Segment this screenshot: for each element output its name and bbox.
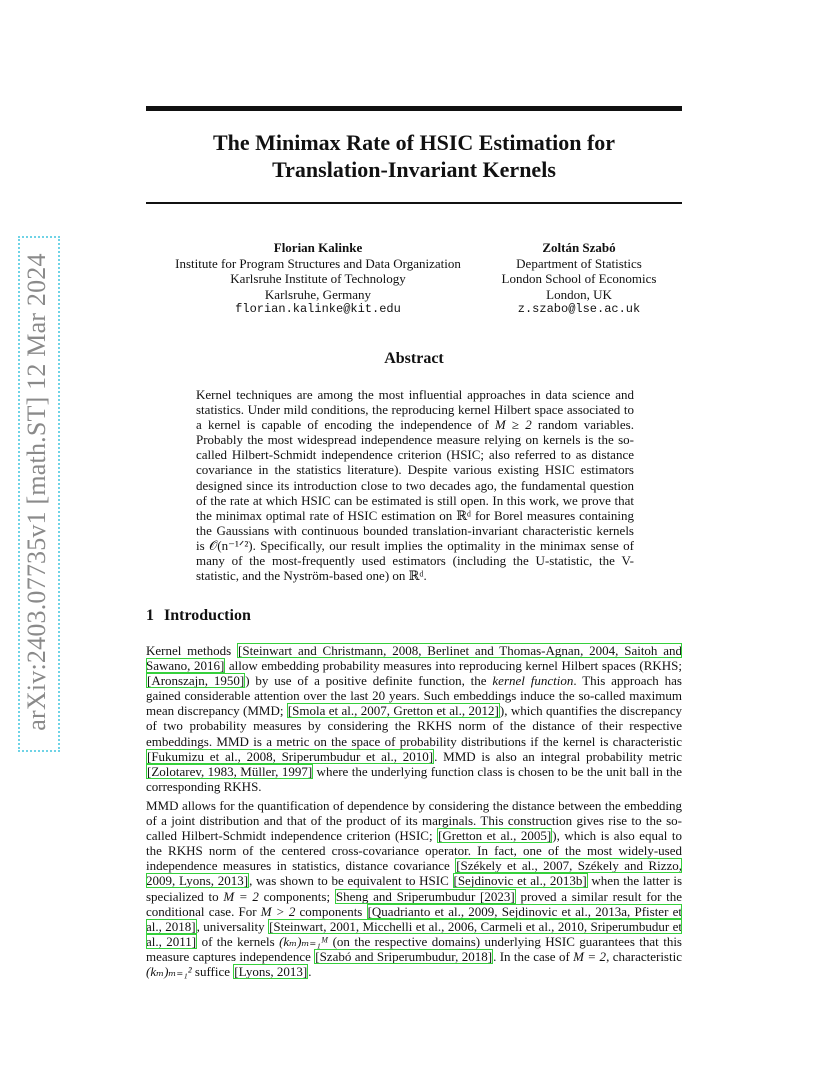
body-text-run: proved a similar result for the conditional case. For xyxy=(146,888,683,919)
citation-link[interactable]: [Lyons, 2013] xyxy=(234,964,308,980)
body-text-run: of the kernels xyxy=(197,933,280,949)
author-location: Karlsruhe, Germany xyxy=(264,286,372,302)
arxiv-identifier[interactable]: arXiv:2403.07735v1 [math.ST] 12 Mar 2024 xyxy=(22,253,51,731)
body-text-run: components; xyxy=(258,888,335,904)
author-institution: London School of Economics xyxy=(501,271,657,286)
section-heading-introduction xyxy=(146,607,251,625)
author-name: Florian Kalinke xyxy=(273,240,363,255)
body-text-run: Kernel methods xyxy=(146,643,238,658)
math-inline: ℝᵈ xyxy=(456,507,472,523)
citation-link[interactable]: [Zolotarev, 1983, Müller, 1997] xyxy=(147,763,313,779)
math-inline: (kₘ)ₘ₌₁² xyxy=(146,964,192,980)
title-line-2: Translation-Invariant Kernels xyxy=(272,157,556,182)
citation-link[interactable]: [Sejdinovic et al., 2013b] xyxy=(453,873,587,889)
title-line-1: The Minimax Rate of HSIC Estimation for xyxy=(212,130,616,155)
author-affiliation: Institute for Program Structures and Data Organization xyxy=(175,255,461,271)
author-email[interactable]: florian.kalinke@kit.edu xyxy=(235,302,401,316)
abstract-heading: Abstract xyxy=(384,350,444,367)
author-block-1 xyxy=(160,240,476,318)
author-location: London, UK xyxy=(546,286,612,302)
body-text-run: ), which is also equal to the RKHS norm of the centered cross-covariance operator. In fact, one of the most widely-used independence measures in statistics, distance covariance xyxy=(146,828,682,874)
math-inline: ℝᵈ xyxy=(408,568,424,584)
citation-link[interactable]: [Szabó and Sriperumbudur, 2018] xyxy=(315,948,493,964)
body-text-run: MMD allows for the quantification of dependence by considering the distance between the embedding of a joint distribution and that of the product of its marginals. This construction gives rise to the so-called Hilbert-Schmidt independence criterion (HSIC; xyxy=(146,798,682,844)
citation-link[interactable]: [Steinwart, 2001, Micchelli et al., 2006, Carmeli et al., 2010, Sriperumbudur et al., 2011] xyxy=(146,918,682,949)
body-text-run: suffice xyxy=(191,964,234,980)
body-text-run: where the underlying function class is chosen to be the unit ball in the corresponding RKHS. xyxy=(146,763,682,794)
abstract-text xyxy=(196,387,634,583)
body-text-run: ), which quantifies the discrepancy of two probability measures by considering the RKHS norm of the distance of their respective embeddings. MMD is a metric on the space of probability distributions if the kernel is characteristic xyxy=(146,703,682,749)
citation-link[interactable]: [Gretton et al., 2005] xyxy=(438,828,552,844)
body-text-run: . This approach has gained considerable attention over the last 20 years. Such embeddings induce the so-called maximum mean discrepancy (MMD; xyxy=(146,673,682,719)
author-email[interactable]: z.szabo@lse.ac.uk xyxy=(517,302,641,316)
abstract-sentence: random variables. Probably the most widespread independence measure relying on kernels is the so-called Hilbert-Schmidt independence criterion (HSIC; also referred to as distance covariance in the statistics literature). Despite various existing HSIC estimators designed since its introduction close to two decades ago, the fundamental question of the rate at which HSIC can be estimated is still open. In this work, we prove that the minimax optimal rate of HSIC estimation on xyxy=(196,417,634,523)
citation-link[interactable]: [Steinwart and Christmann, 2008, Berlinet and Thomas-Agnan, 2004, Saitoh and Sawano, 2016] xyxy=(146,643,682,674)
body-text-run: . xyxy=(308,964,312,980)
body-text-run: (on the respective domains) underlying HSIC guarantees that this measure captures independence xyxy=(146,933,682,964)
body-text-run: , universality xyxy=(196,918,269,934)
author-affiliation: Department of Statistics xyxy=(516,255,642,271)
citation-link[interactable]: [Quadrianto et al., 2009, Sejdinovic et al., 2013a, Pfister et al., 2018] xyxy=(146,903,682,934)
citation-link[interactable]: [Smola et al., 2007, Gretton et al., 2012] xyxy=(287,703,499,719)
body-text-run: , was shown to be equivalent to HSIC xyxy=(249,873,453,889)
math-inline: M ≥ 2 xyxy=(494,417,532,433)
math-inline: M = 2 xyxy=(223,888,259,904)
body-text-run: . In the case of xyxy=(493,948,574,964)
citation-link[interactable]: Sheng and Sriperumbudur [2023] xyxy=(335,888,515,904)
title-rule-top xyxy=(146,106,682,111)
citation-link[interactable]: [Székely et al., 2007, Székely and Rizzo, 2009, Lyons, 2013] xyxy=(146,858,682,889)
author-institution: Karlsruhe Institute of Technology xyxy=(230,271,406,286)
abstract-sentence: for Borel measures containing the Gaussians with continuous bounded translation-invariant characteristic kernels is xyxy=(196,507,634,553)
title-rule-bottom xyxy=(146,202,682,204)
intro-paragraph-2 xyxy=(146,798,682,979)
abstract-sentence: . xyxy=(423,568,427,584)
citation-link[interactable]: [Aronszajn, 1950] xyxy=(147,673,245,689)
section-title: Introduction xyxy=(164,607,251,624)
citation-link[interactable]: [Fukumizu et al., 2008, Sriperumbudur et al., 2010] xyxy=(147,748,434,764)
emphasis-text: kernel function xyxy=(492,673,574,689)
body-text-run: . MMD is also an integral probability metric xyxy=(434,748,683,764)
section-number: 1 xyxy=(146,607,154,624)
abstract-sentence: Kernel techniques are among the most influential approaches in data science and statistics. Under mild conditions, the reproducing kernel Hilbert space associated to a kernel is capable of encoding the independence of xyxy=(196,387,634,433)
math-inline: 𝒪(n⁻¹ᐟ²) xyxy=(209,537,253,553)
body-text-run: ) by use of a positive definite function, the xyxy=(245,673,493,689)
body-text-run: when the latter is specialized to xyxy=(146,873,683,904)
body-text-run: allow embedding probability measures into reproducing kernel Hilbert spaces (RKHS; xyxy=(225,658,682,674)
abstract-sentence: . Specifically, our result implies the optimality in the minimax sense of many of the most-frequently used estimators (including the U-statistic, the V-statistic, and the Nyström-based one) on xyxy=(196,537,634,584)
body-text-run: , characteristic xyxy=(606,948,682,964)
author-name: Zoltán Szabó xyxy=(542,240,616,255)
intro-paragraph-1 xyxy=(146,643,682,794)
paper-title xyxy=(146,129,682,183)
math-inline: (kₘ)ₘ₌₁ᴹ xyxy=(279,933,329,949)
math-inline: M = 2 xyxy=(573,948,607,964)
math-inline: M > 2 xyxy=(260,903,296,919)
author-block-2 xyxy=(488,240,670,318)
body-text-run: components xyxy=(295,903,367,919)
